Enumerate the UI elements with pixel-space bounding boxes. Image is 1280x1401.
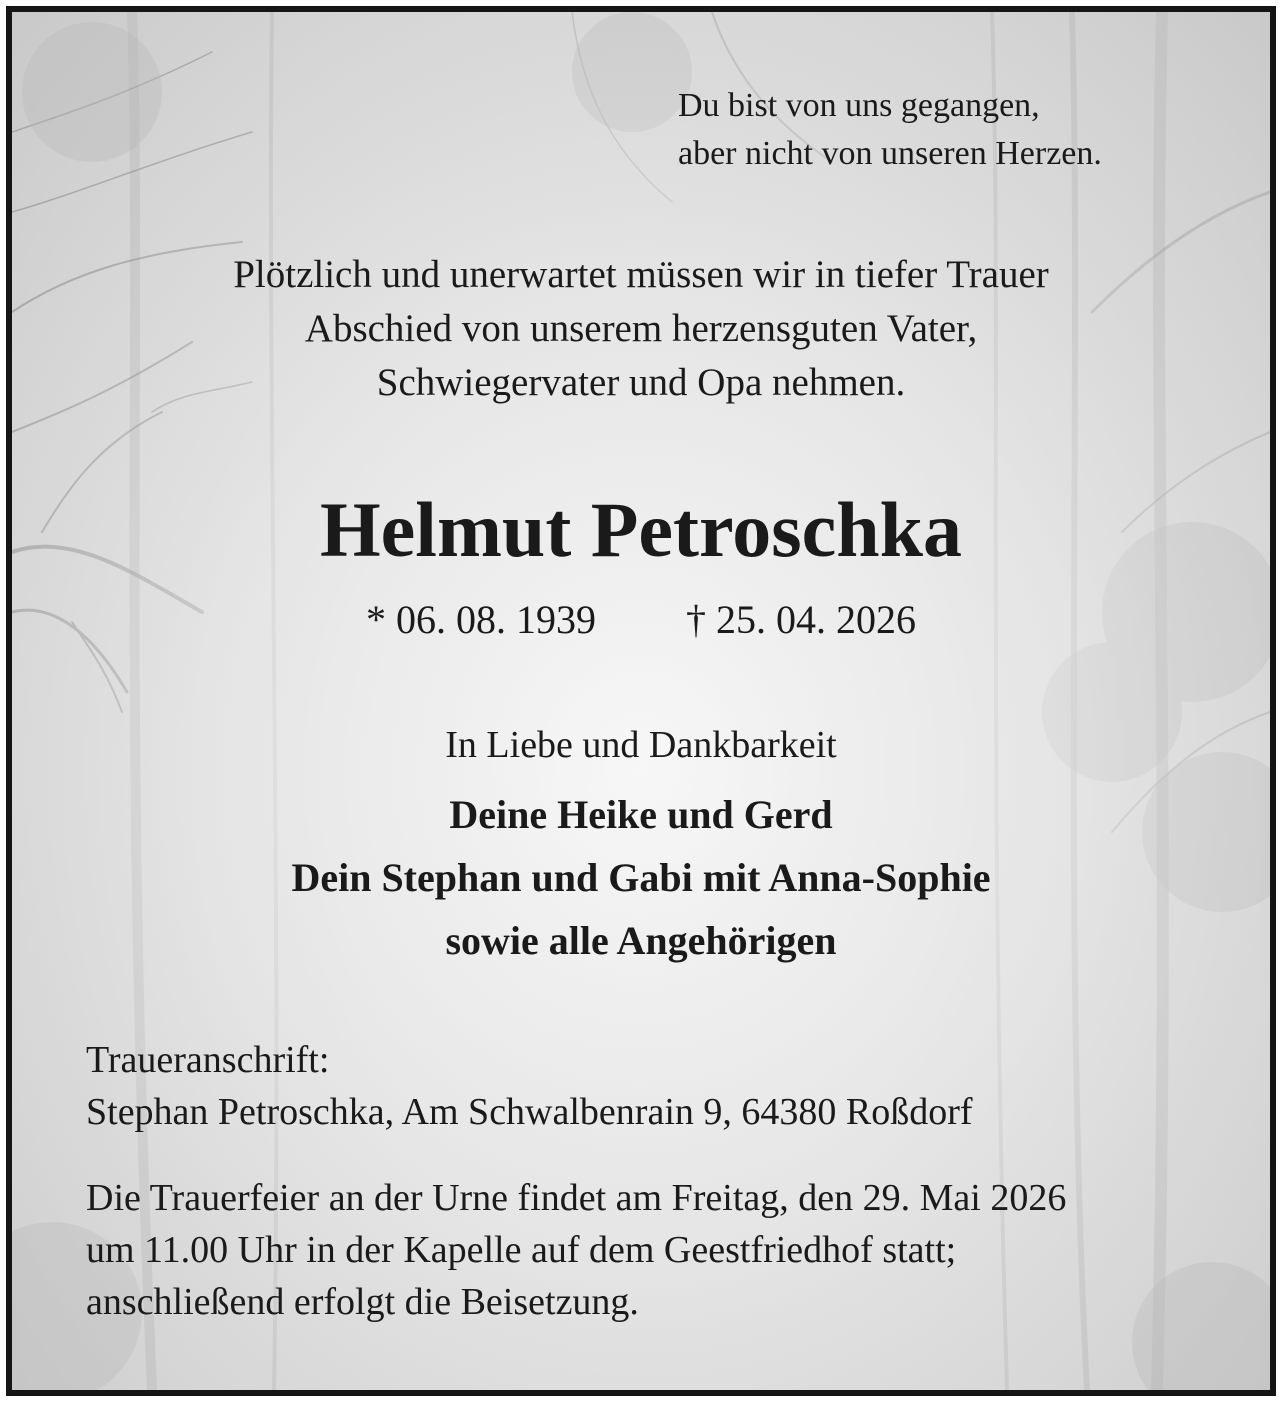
mourners-list — [12, 783, 1270, 972]
deceased-name: Helmut Petroschka — [320, 486, 962, 573]
dedication: In Liebe und Dankbarkeit — [445, 724, 837, 766]
motto-line: Du bist von uns gegangen, — [678, 87, 1040, 124]
mourner-line: Deine Heike und Gerd — [449, 792, 833, 837]
mourner-line: Dein Stephan und Gabi mit Anna-Sophie — [291, 855, 991, 900]
death-date: † 25. 04. 2026 — [686, 597, 916, 642]
address-text: Stephan Petroschka, Am Schwalbenrain 9, 64380 Roßdorf — [86, 1091, 973, 1133]
address-label: Traueranschrift: — [86, 1039, 330, 1081]
birth-date: * 06. 08. 1939 — [366, 597, 596, 642]
intro-line: Schwiegervater und Opa nehmen. — [376, 361, 906, 404]
intro-line: Plötzlich und unerwartet müssen wir in tiefer Trauer — [233, 253, 1049, 296]
obituary-notice — [6, 6, 1276, 1396]
life-dates — [12, 592, 1270, 648]
intro-text — [12, 248, 1270, 410]
mourning-address — [86, 1034, 973, 1138]
ceremony-line: um 11.00 Uhr in der Kapelle auf dem Geestfriedhof statt; — [86, 1229, 957, 1271]
mourner-line: sowie alle Angehörigen — [445, 918, 837, 963]
ceremony-line: Die Trauerfeier an der Urne findet am Freitag, den 29. Mai 2026 — [86, 1177, 1067, 1219]
intro-line: Abschied von unserem herzensguten Vater, — [304, 307, 978, 350]
motto-verse — [678, 82, 1102, 178]
ceremony-info — [86, 1172, 1066, 1328]
ceremony-line: anschließend erfolgt die Beisetzung. — [86, 1281, 639, 1323]
motto-line: aber nicht von unseren Herzen. — [678, 135, 1102, 172]
